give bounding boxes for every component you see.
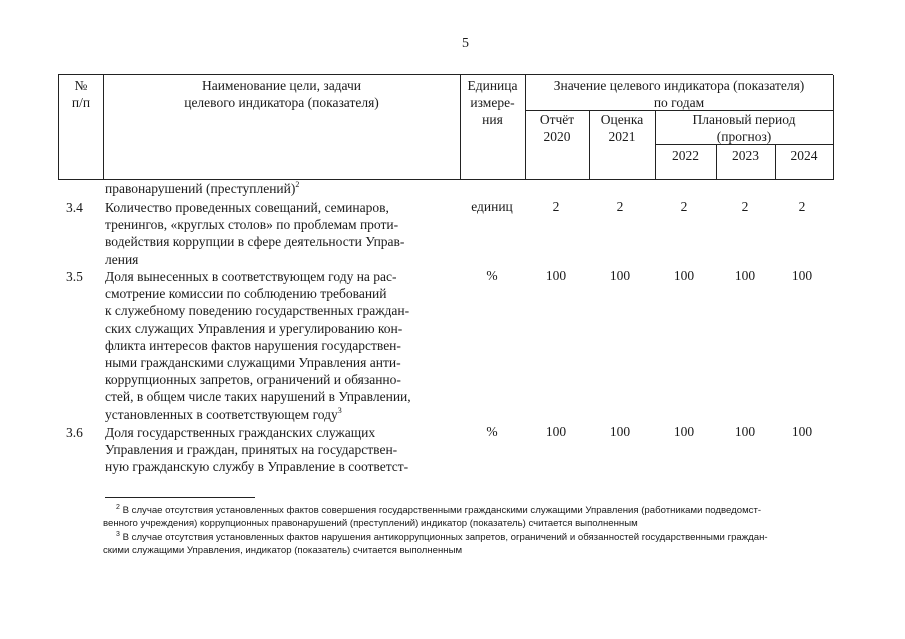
row-number: 3.6 [66,425,83,440]
header-num: № п/п [71,78,91,110]
header-unit: Единица измере- ния [467,78,518,127]
value-2021: 100 [609,424,631,439]
value-2023: 100 [734,268,756,283]
header-plan: Плановый период (прогноз) [692,112,796,144]
header-year-2024: 2024 [790,148,818,163]
row-text: Количество проведенных совещаний, семинаров, тренингов, «круглых столов» по проблемам проти- водействия коррупции в сфере деятельности Управ- ления [105,200,405,267]
page-number: 5 [462,36,469,51]
value-2022: 100 [673,424,695,439]
value-2023: 100 [734,424,756,439]
value-2022: 2 [680,199,688,214]
row-unit: единиц [471,199,513,214]
header-values: Значение целевого индикатора (показателя) по годам [553,78,805,110]
value-2023: 2 [741,199,749,214]
table-header [58,74,833,180]
row-unit: % [486,268,498,283]
header-year-2023: 2023 [732,148,759,163]
header-year-2022: 2022 [672,148,699,163]
value-2021: 100 [609,268,631,283]
continuation-text: правонарушений (преступлений)$^2$ [105,180,300,196]
row-number: 3.5 [66,269,83,284]
header-estimate: Оценка 2021 [600,112,644,144]
value-2020: 2 [552,199,560,214]
value-2024: 100 [791,268,813,283]
footnote-2: $^2$ В случае отсутствия установленных фактов совершения государственными гражданскими служащими Управления (работниками подведомст- венного учреждения) коррупционных правонарушений (преступлений) индикатор (показатель) считается выполненным [103,504,762,529]
header-report: Отчёт 2020 [539,112,575,144]
row-text: Доля государственных гражданских служащих Управления и граждан, принятых на государствен- ную гражданскую службу в Управление в соответст- [105,425,409,475]
value-2024: 100 [791,424,813,439]
row-number: 3.4 [66,200,83,215]
footnote-divider [105,497,255,498]
row-unit: % [486,424,498,439]
value-2020: 100 [545,268,567,283]
value-2024: 2 [798,199,806,214]
value-2021: 2 [616,199,624,214]
footnote-3: $^3$ В случае отсутствия установленных фактов нарушения антикоррупционных запретов, ограничений и обязанностей государственными граждан- скими служащими Управления, индикатор (показатель) считается выполненным [103,531,768,556]
header-name: Наименование цели, задачи целевого индикатора (показателя) [184,78,379,110]
row-text: Доля вынесенных в соответствующем году на рас- смотрение комиссии по соблюдению требований к служебному поведению государственных граждан- ских служащих Управления и урегулированию кон- фликта интересов фактов нарушения государствен- ными гражданскими служащими Управления анти- коррупционных запретов, ограничений и обязанно- стей, в общем числе таких нарушений в Управлении, установленных в соответствующем году$^3$ [105,269,411,422]
value-2020: 100 [545,424,567,439]
value-2022: 100 [673,268,695,283]
